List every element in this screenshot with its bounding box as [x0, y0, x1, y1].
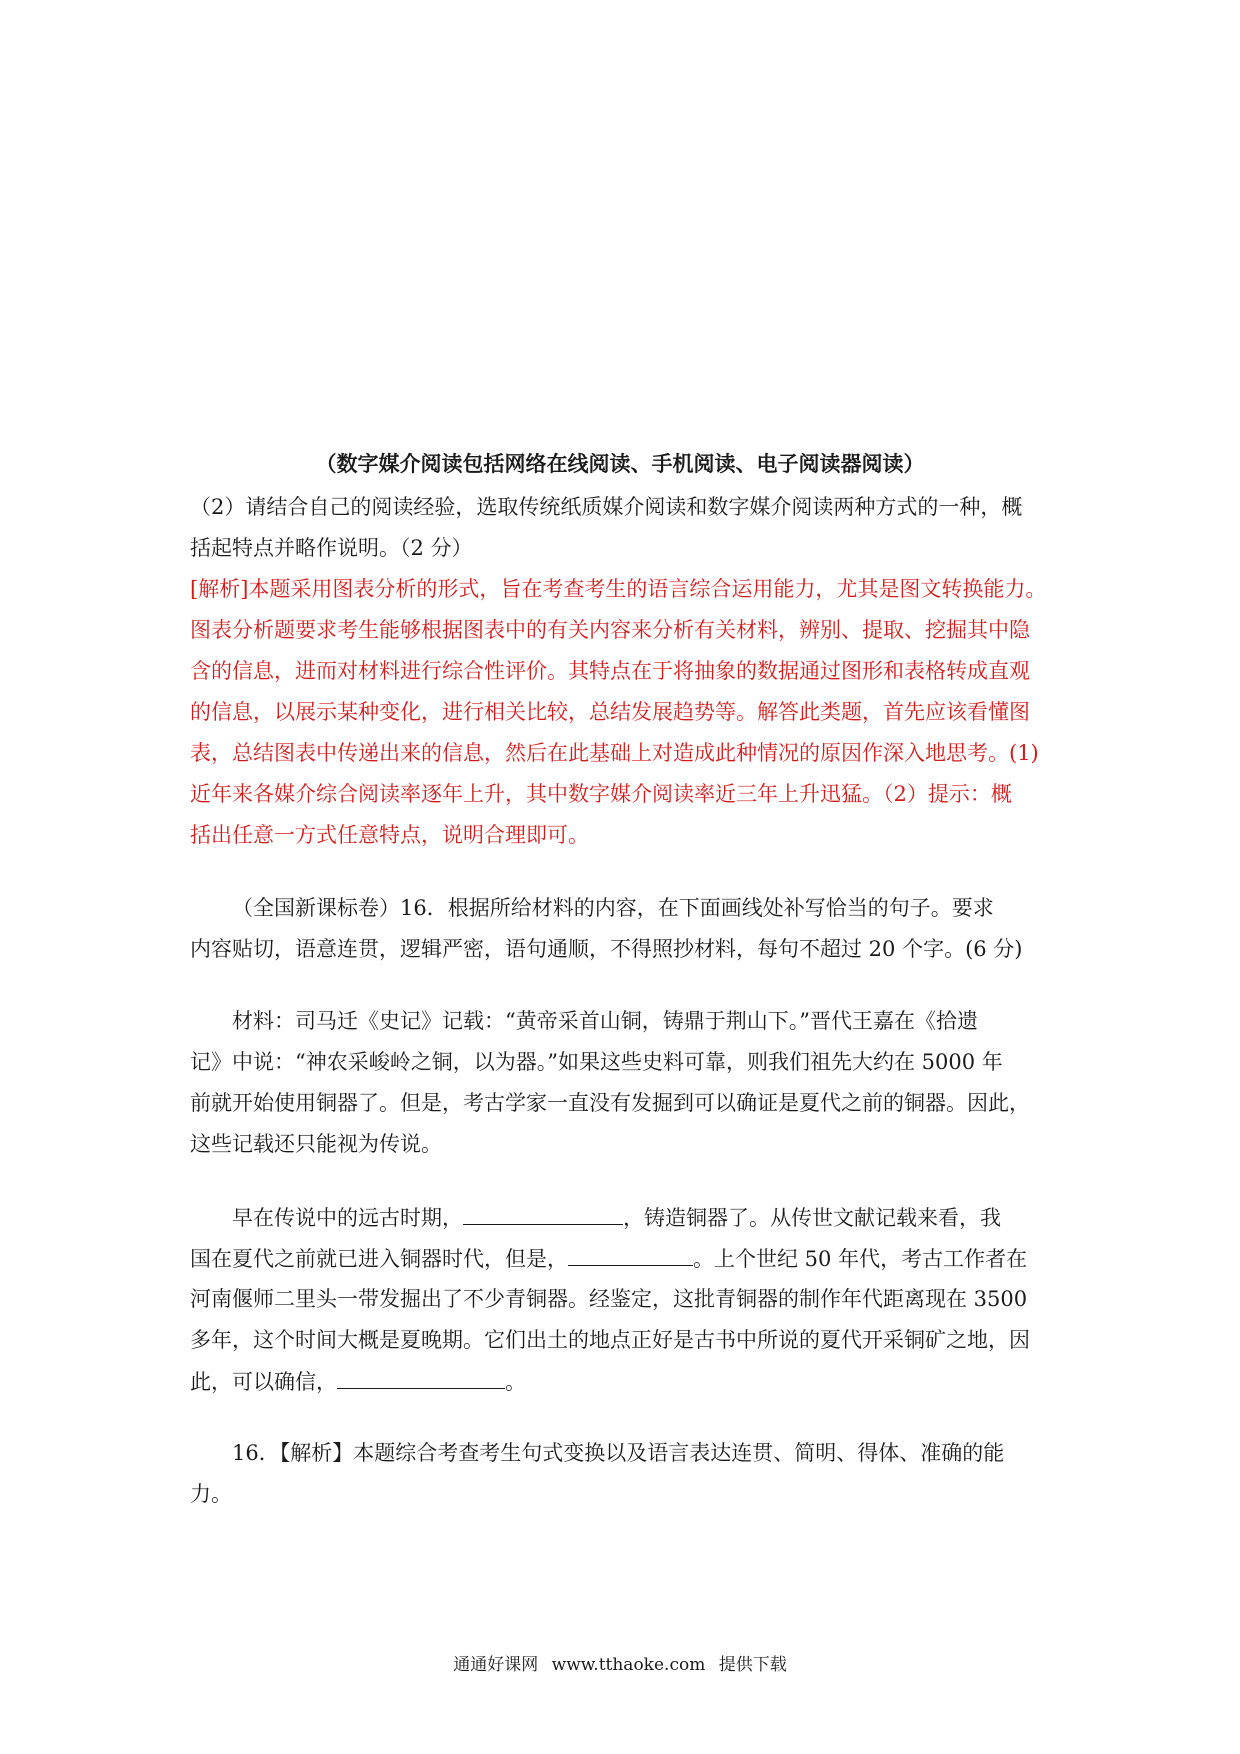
analysis-line-4: 的信息，以展示某种变化，进行相关比较，总结发展趋势等。解答此类题，首先应该看懂图 — [190, 700, 1030, 724]
fill-blank-1[interactable] — [463, 1202, 623, 1225]
analysis-line-5: 表，总结图表中传递出来的信息，然后在此基础上对造成此种情况的原因作深入地思考。(1) — [190, 741, 1039, 765]
question-16-line-2: 内容贴切，语意连贯，逻辑严密，语句通顺，不得照抄材料，每句不超过 20 个字。(6 分) — [190, 937, 1023, 961]
question-2-line-2: 括起特点并略作说明。（2 分） — [190, 536, 473, 560]
passage-text: ，铸造铜器了。从传世文献记载来看，我 — [623, 1206, 1001, 1230]
material-line-4: 这些记载还只能视为传说。 — [190, 1132, 442, 1156]
analysis-line-6: 近年来各媒介综合阅读率逐年上升，其中数字媒介阅读率近三年上升迅猛。（2）提示：概 — [190, 782, 1012, 806]
passage-text: 早在传说中的远古时期， — [232, 1206, 463, 1230]
passage-line-5 — [190, 1366, 1050, 1397]
answer-16-line-1: 16．【解析】本题综合考查考生句式变换以及语言表达连贯、简明、得体、准确的能 — [232, 1441, 1005, 1465]
material-line-1: 材料：司马迁《史记》记载：“黄帝采首山铜，铸鼎于荆山下。”晋代王嘉在《拾遗 — [232, 1009, 978, 1033]
passage-text: 国在夏代之前就已进入铜器时代，但是， — [190, 1247, 568, 1271]
analysis-line-2: 图表分析题要求考生能够根据图表中的有关内容来分析有关材料，辨别、提取、挖掘其中隐 — [190, 618, 1030, 642]
passage-text: 。 — [505, 1370, 526, 1394]
footer-site-name: 通通好课网 — [453, 1655, 539, 1675]
passage-text: 此，可以确信， — [190, 1370, 337, 1394]
fill-blank-3[interactable] — [337, 1366, 505, 1389]
passage-line-1 — [232, 1202, 1050, 1233]
passage-line-4: 多年，这个时间大概是夏晚期。它们出土的地点正好是古书中所说的夏代开采铜矿之地，因 — [190, 1328, 1030, 1352]
passage-line-3: 河南偃师二里头一带发掘出了不少青铜器。经鉴定，这批青铜器的制作年代距离现在 3500 — [190, 1287, 1028, 1311]
page-footer — [0, 1653, 1240, 1677]
passage-line-2 — [190, 1243, 1050, 1274]
question-2-line-1: （2）请结合自己的阅读经验，选取传统纸质媒介阅读和数字媒介阅读两种方式的一种，概 — [190, 495, 1023, 519]
question-16-line-1: （全国新课标卷）16．根据所给材料的内容，在下面画线处补写恰当的句子。要求 — [232, 896, 994, 920]
analysis-line-7: 括出任意一方式任意特点，说明合理即可。 — [190, 823, 589, 847]
material-line-3: 前就开始使用铜器了。但是，考古学家一直没有发掘到可以确证是夏代之前的铜器。因此， — [190, 1091, 1030, 1115]
section-heading: （数字媒介阅读包括网络在线阅读、手机阅读、电子阅读器阅读） — [315, 452, 925, 476]
footer-suffix: 提供下载 — [718, 1655, 787, 1675]
analysis-line-1: [解析]本题采用图表分析的形式，旨在考查考生的语言综合运用能力，尤其是图文转换能力。 — [190, 577, 1047, 601]
passage-text: 。上个世纪 50 年代，考古工作者在 — [693, 1247, 1028, 1271]
analysis-line-3: 含的信息，进而对材料进行综合性评价。其特点在于将抽象的数据通过图形和表格转成直观 — [190, 659, 1030, 683]
fill-blank-2[interactable] — [568, 1243, 693, 1266]
footer-url-link[interactable]: www.tthaoke.com — [551, 1655, 706, 1675]
material-line-2: 记》中说：“神农采峻岭之铜，以为器。”如果这些史料可靠，则我们祖先大约在 5000 年 — [190, 1050, 1003, 1074]
answer-16-line-2: 力。 — [190, 1482, 232, 1506]
